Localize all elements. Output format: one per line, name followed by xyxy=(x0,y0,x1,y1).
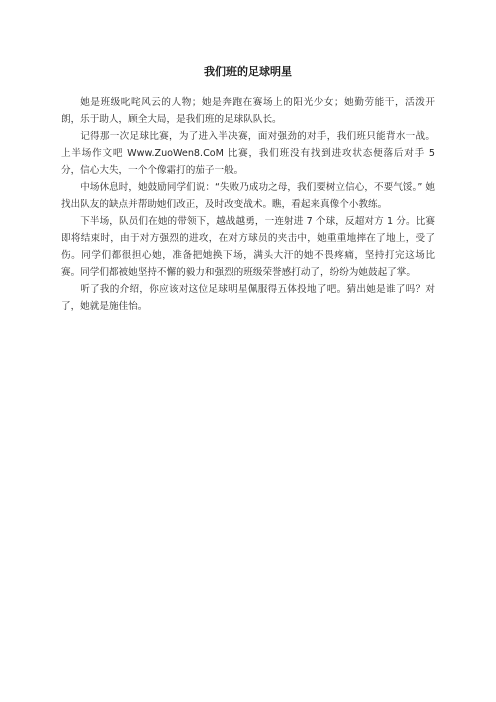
paragraph-conclusion: 听了我的介绍，你应该对这位足球明星佩服得五体投地了吧。猜出她是谁了吗？对了，她就是施佳怡。 xyxy=(61,284,435,312)
paragraph-first-half: 记得那一次足球比赛，为了进入半决赛，面对强劲的对手，我们班只能背水一战。上半场作文吧 Www.ZuoWen8.CoM 比赛，我们班没有找到进攻状态便落后对手 5 分，信心大失，一个个像霜打的茄子一般。 xyxy=(61,131,435,176)
paragraph-intro: 她是班级叱咤风云的人物；她是奔跑在赛场上的阳光少女；她勤劳能干，活泼开朗，乐于助人，顾全大局，是我们班的足球队队长。 xyxy=(61,97,435,125)
document-body xyxy=(61,94,435,315)
document-title: 我们班的足球明星 xyxy=(204,65,292,78)
paragraph-halftime: 中场休息时，她鼓励同学们说：“失败乃成功之母，我们要树立信心，不要气馁。” 她找出队友的缺点并帮助她们改正，及时改变战术。瞧，看起来真像个小教练。 xyxy=(61,182,435,210)
paragraph-second-half: 下半场，队员们在她的带领下，越战越勇，一连射进 7 个球，反超对方 1 分。比赛即将结束时，由于对方强烈的进攻，在对方球员的夹击中，她重重地摔在了地上，受了伤。同学们都很担心她，准备把她换下场，满头大汗的她不畏疼痛，坚持打完这场比赛。同学们都被她坚持不懈的毅力和强烈的班级荣誉感打动了，纷纷为她鼓起了掌。 xyxy=(61,216,435,278)
